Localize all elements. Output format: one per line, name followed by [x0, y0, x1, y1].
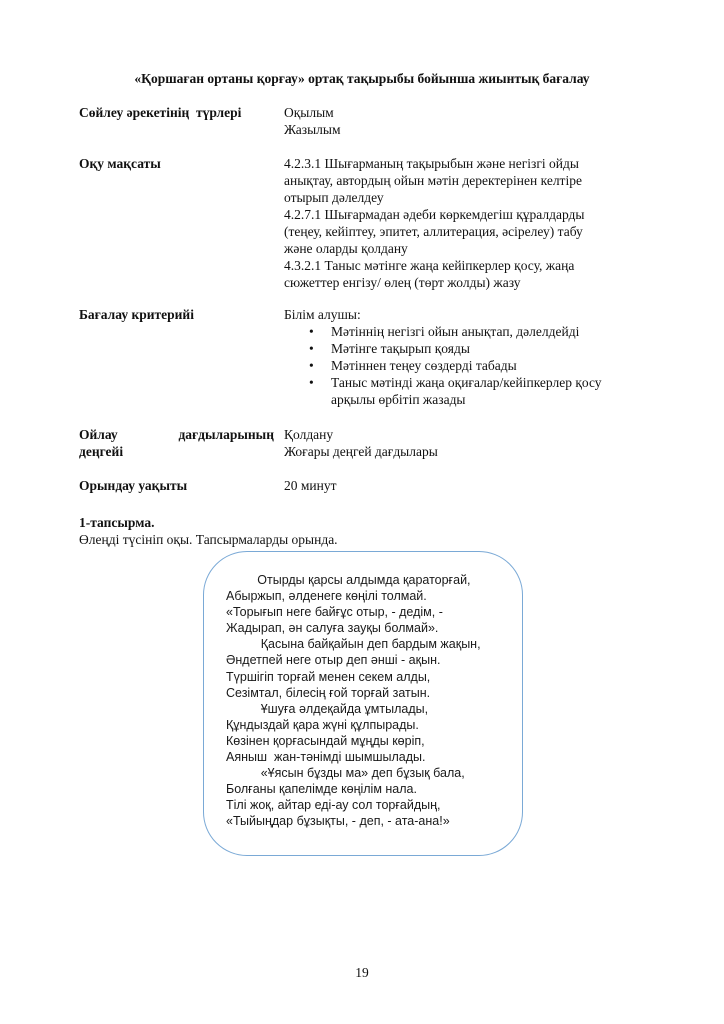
poem-line: «Торығып неге байғұс отыр, - дедім, - — [226, 605, 443, 620]
criteria-item-text: Мәтінге тақырып қояды — [331, 341, 470, 356]
criteria-item-text: Таныс мәтінді жаңа оқиғалар/кейіпкерлер қосу — [331, 375, 602, 390]
goal-line: 4.2.3.1 Шығарманың тақырыбын және негізгі ойды — [284, 156, 579, 171]
criteria-row — [79, 306, 639, 416]
criteria-label: Бағалау критерийі — [79, 307, 194, 322]
bullet-icon: • — [309, 324, 314, 339]
goal-line: 4.2.7.1 Шығармадан әдеби көркемдегіш құралдарды — [284, 207, 585, 222]
page-title: «Қоршаған ортаны қорғау» ортақ тақырыбы бойынша жиынтық бағалау — [134, 71, 590, 86]
time-row — [79, 477, 639, 497]
criteria-item-text: Мәтіннен теңеу сөздерді табады — [331, 358, 517, 373]
poem-line: Көзінен қорғасындай мұңды көріп, — [226, 733, 425, 748]
criteria-item-text: Мәтіннің негізгі ойын анықтап, дәлелдейді — [331, 324, 580, 339]
bullet-icon: • — [309, 358, 314, 373]
speech-types-values — [284, 104, 639, 138]
thinking-label-line2: деңгейі — [79, 444, 124, 459]
poem-line: Қасына байқайын деп бардым жақын, — [226, 637, 481, 652]
poem-text — [226, 572, 481, 830]
speech-type-writing: Жазылым — [284, 122, 341, 137]
criteria-item — [284, 357, 639, 374]
time-label: Орындау уақыты — [79, 478, 188, 493]
goal-line: анықтау, автордың ойын мәтін деректерінен келтіре — [284, 173, 582, 188]
speech-type-reading: Оқылым — [284, 105, 334, 120]
poem-line: «Тыйыңдар бұзықты, - деп, - ата-ана!» — [226, 814, 450, 829]
thinking-label-word2: дағдыларының — [178, 427, 274, 442]
task1-instruction: Өлеңді түсініп оқы. Тапсырмаларды орында. — [79, 532, 338, 547]
poem-line: Тілі жоқ, айтар еді-ау сол торғайдың, — [226, 798, 441, 813]
poem-line: Ұшуға әлдеқайда ұмтылады, — [226, 701, 429, 716]
poem-line: Отырды қарсы алдымда қараторғай, — [226, 573, 471, 587]
criteria-item — [284, 323, 639, 340]
criteria-list — [284, 323, 639, 408]
goal-line: 4.3.2.1 Таныс мәтінге жаңа кейіпкерлер қосу, жаңа — [284, 258, 575, 273]
learning-goals-label: Оқу мақсаты — [79, 156, 161, 171]
criteria-item — [284, 374, 639, 408]
page-number: 19 — [355, 965, 369, 980]
thinking-value-high: Жоғары деңгей дағдылары — [284, 444, 438, 459]
poem-line: «Ұясын бұзды ма» деп бұзық бала, — [226, 766, 465, 781]
speech-types-label: Сөйлеу әрекетінің түрлері — [79, 105, 242, 120]
poem-line: Жадырап, ән салуға зауқы болмай». — [226, 621, 439, 636]
poem-line: Түршігіп торғай менен секем алды, — [226, 669, 431, 684]
goal-line: және оларды қолдану — [284, 241, 408, 256]
criteria-intro: Білім алушы: — [284, 307, 361, 322]
task1-title: 1-тапсырма. — [79, 515, 155, 530]
thinking-label — [79, 426, 274, 460]
thinking-value-apply: Қолдану — [284, 427, 334, 442]
thinking-row — [79, 426, 639, 466]
goal-line: (теңеу, кейіптеу, эпитет, аллитерация, әсірелеу) табу — [284, 224, 583, 239]
poem-line: Абыржып, әлденеге көңілі толмай. — [226, 589, 427, 604]
thinking-values — [284, 426, 639, 460]
criteria-item-text: арқылы өрбітіп жазады — [331, 392, 466, 407]
poem-line: Әндетпей неге отыр деп әнші - ақын. — [226, 653, 441, 668]
bullet-icon: • — [309, 375, 314, 390]
poem-line: Сезімтал, білесің ғой торғай затын. — [226, 685, 431, 700]
thinking-label-line1 — [79, 426, 274, 443]
goal-line: сюжеттер енгізу/ өлең (төрт жолды) жазу — [284, 275, 521, 290]
poem-line: Аяныш жан-тәнімді шымшылады. — [226, 750, 426, 765]
time-value: 20 минут — [284, 478, 337, 493]
speech-types-row — [79, 104, 639, 144]
poem-line: Құндыздай қара жүні құлпырады. — [226, 717, 419, 732]
thinking-label-word1: Ойлау — [79, 427, 118, 442]
poem-line: Болғаны қапелімде көңілім нала. — [226, 782, 417, 797]
criteria-item — [284, 340, 639, 357]
criteria-values — [284, 306, 639, 408]
learning-goals-values — [284, 155, 639, 291]
learning-goals-row — [79, 155, 639, 295]
goal-line: отырып дәлелдеу — [284, 190, 384, 205]
bullet-icon: • — [309, 341, 314, 356]
